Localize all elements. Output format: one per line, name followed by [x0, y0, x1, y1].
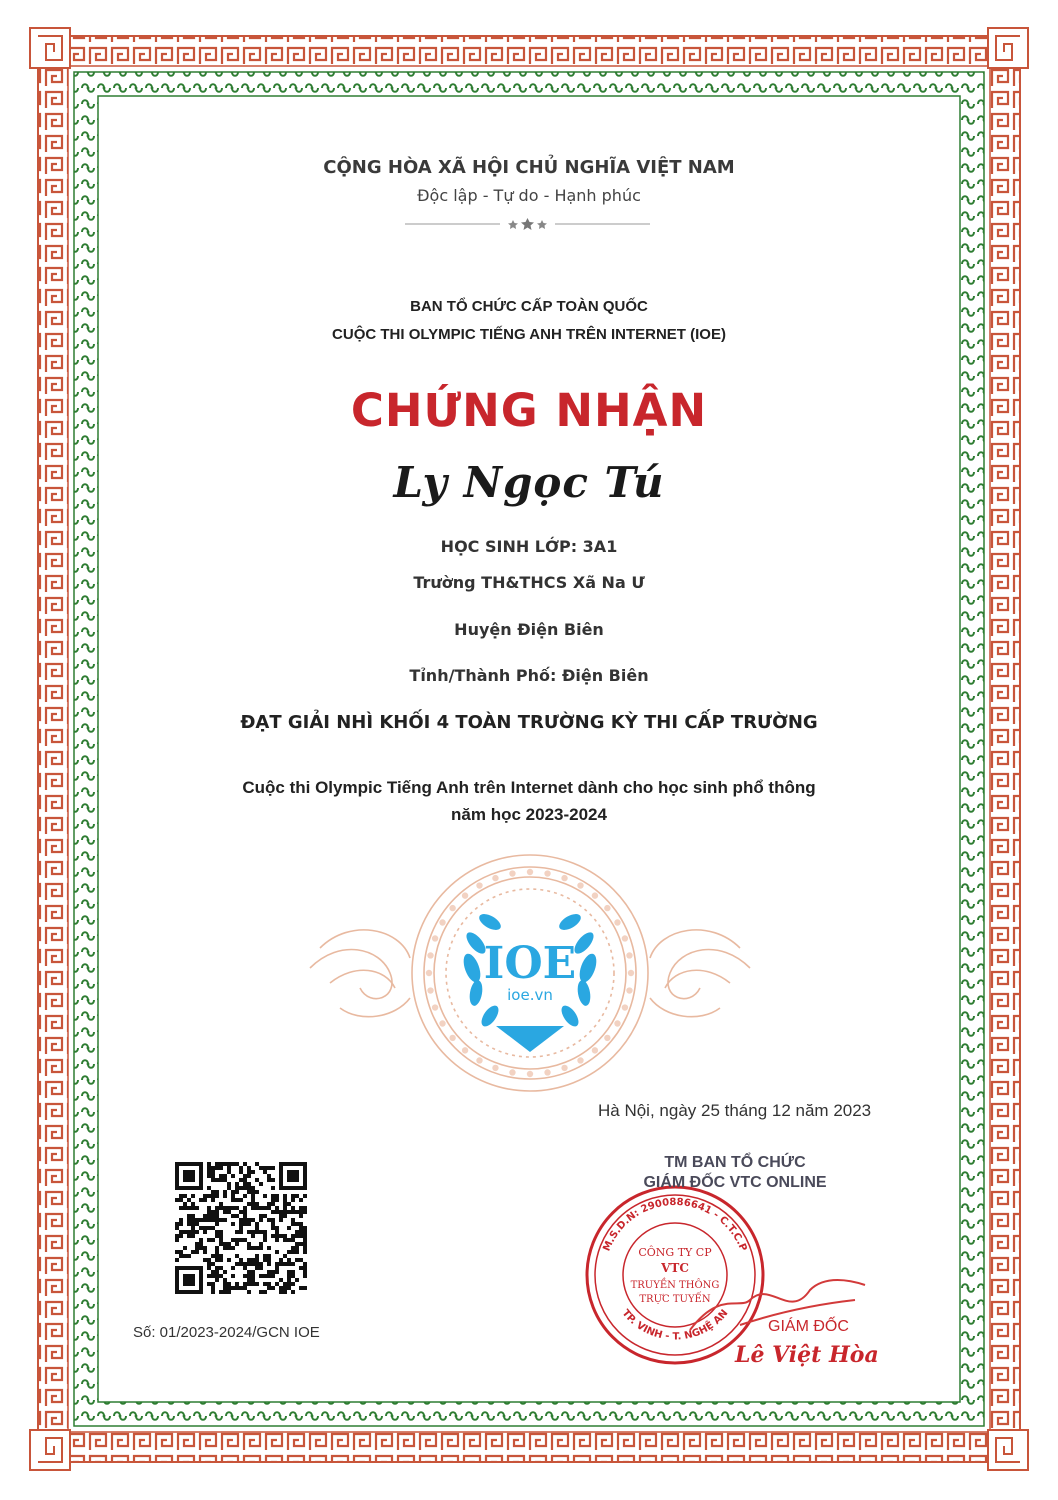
seal-bottom-text: TP. VINH - T. NGHỆ AN	[619, 1307, 731, 1343]
star-divider-ornament	[405, 216, 650, 232]
seal-top-text: M.S.D.N: 2900886641 - C.T.C.P	[601, 1196, 749, 1253]
seal-line-4: TRỰC TUYẾN	[639, 1294, 711, 1305]
seal-line-3: TRUYỀN THÔNG	[630, 1280, 720, 1291]
ioe-emblem	[300, 848, 760, 1098]
director-title: GIÁM ĐỐC	[768, 1318, 849, 1335]
national-motto: Độc lập - Tự do - Hạnh phúc	[417, 186, 641, 205]
certificate-title: CHỨNG NHẬN	[350, 384, 708, 437]
seal-line-1: CÔNG TY CP	[638, 1246, 712, 1259]
student-name: Ly Ngọc Tú	[393, 458, 665, 507]
student-class: HỌC SINH LỚP: 3A1	[440, 537, 618, 556]
ioe-logo-text: IOE	[483, 938, 577, 989]
school-name: Trường TH&THCS Xã Na Ư	[413, 573, 645, 592]
signer-title-line-1: TM BAN TỔ CHỨC	[664, 1154, 806, 1171]
province-name: Tỉnh/Thành Phố: Điện Biên	[409, 666, 649, 685]
qr-code[interactable]	[175, 1162, 307, 1294]
national-name: CỘNG HÒA XÃ HỘI CHỦ NGHĨA VIỆT NAM	[323, 157, 735, 178]
ioe-logo-url: ioe.vn	[507, 986, 553, 1004]
issue-date: Hà Nội, ngày 25 tháng 12 năm 2023	[598, 1101, 872, 1120]
seal-line-2: VTC	[661, 1261, 689, 1275]
award-text: ĐẠT GIẢI NHÌ KHỐI 4 TOÀN TRƯỜNG KỲ THI CẤP TRƯỜNG	[240, 712, 818, 733]
contest-description-line-1: Cuộc thi Olympic Tiếng Anh trên Internet dành cho học sinh phổ thông	[242, 778, 816, 797]
organizer-line-2: CUỘC THI OLYMPIC TIẾNG ANH TRÊN INTERNET (IOE)	[332, 326, 726, 343]
contest-description-line-2: năm học 2023-2024	[451, 805, 607, 824]
district-name: Huyện Điện Biên	[454, 620, 604, 639]
organizer-line-1: BAN TỔ CHỨC CẤP TOÀN QUỐC	[410, 298, 648, 315]
director-name: Lê Việt Hòa	[735, 1342, 879, 1368]
signer-title-line-2: GIÁM ĐỐC VTC ONLINE	[643, 1174, 827, 1191]
certificate-serial-number: Số: 01/2023-2024/GCN IOE	[133, 1324, 320, 1341]
